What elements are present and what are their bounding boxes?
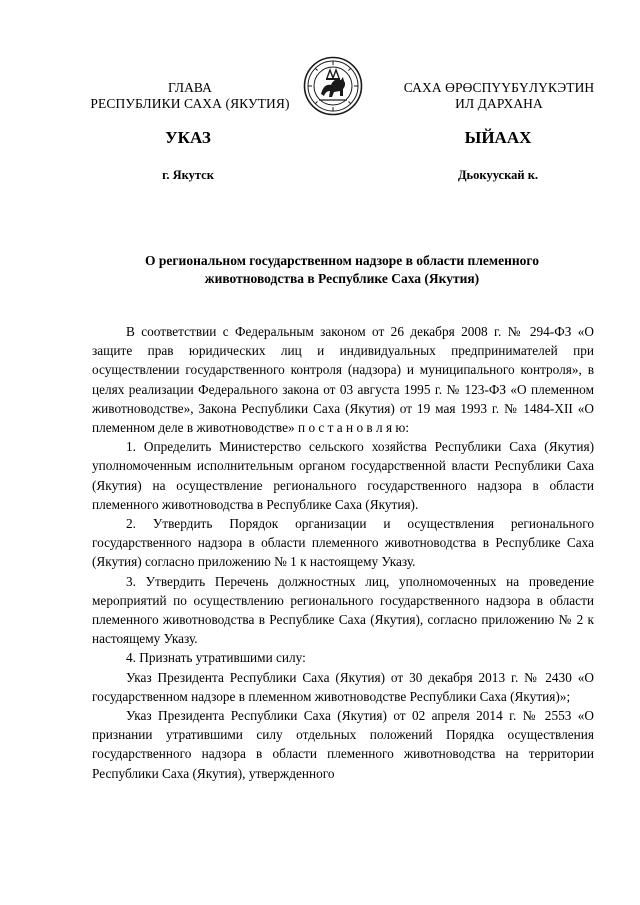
paragraph-repeal-1: Указ Президента Республики Саха (Якутия) от 30 декабря 2013 г. № 2430 «О государственном надзоре в племенном животноводстве Республики Саха (Якутия)»; xyxy=(92,669,594,704)
city-sakha: Дьокуускай к. xyxy=(457,168,539,182)
paragraph-item-1: 1. Определить Министерство сельского хозяйства Республики Саха (Якутия) уполномоченным исполнительным органом государственной власти Республики Саха (Якутия) на осуществление регионального государственного надзора в области племенного животноводства в Республике Саха (Якутия). xyxy=(92,439,594,512)
paragraph-repeal-2: Указ Президента Республики Саха (Якутия) от 02 апреля 2014 г. № 2553 «О признании утратившими силу отдельных положений Порядка осуществления государственного надзора в области племенного животноводства на территории Республики Саха (Якутия), утвержденного xyxy=(92,708,594,781)
header-right-line2: ИЛ ДАРХАНА xyxy=(455,96,543,111)
document-title-line2: животноводства в Республике Саха (Якутия) xyxy=(204,271,480,286)
paragraph-item-2: 2. Утвердить Порядок организации и осуществления регионального государственного надзора в области племенного животноводства в Республике Саха (Якутия) согласно приложению № 1 к настоящему Указу. xyxy=(92,516,594,570)
header-right xyxy=(385,80,613,112)
decree-title-sakha: ЫЙААХ xyxy=(464,128,532,147)
header-left xyxy=(80,80,300,112)
decree-title-ru: УКАЗ xyxy=(165,128,211,147)
header-right-line1: САХА ӨРӨСПҮҮБҮЛҮКЭТИН xyxy=(403,80,595,95)
document-title xyxy=(92,252,592,288)
paragraph-item-4: 4. Признать утратившими силу: xyxy=(126,650,306,666)
document-body xyxy=(92,322,594,783)
header-left-line1: ГЛАВА xyxy=(167,80,213,95)
city-ru: г. Якутск xyxy=(162,168,214,182)
paragraph-item-3: 3. Утвердить Перечень должностных лиц, уполномоченных на проведение мероприятий по осуществлению регионального государственного надзора в области племенного животноводства в Республике Саха (Якутия), согласно приложению № 2 к настоящему Указу. xyxy=(92,573,594,647)
coat-of-arms-emblem-icon xyxy=(303,56,363,116)
document-title-line1: О региональном государственном надзоре в области племенного xyxy=(145,253,539,268)
header-left-line2: РЕСПУБЛИКИ САХА (ЯКУТИЯ) xyxy=(90,96,290,111)
paragraph-preamble: В соответствии с Федеральным законом от 26 декабря 2008 г. № 294-ФЗ «О защите прав юридических лиц и индивидуальных предпринимателей при осуществлении государственного контроля (надзора) и муниципального контроля», в целях реализации Федерального закона от 03 августа 1995 г. № 123-ФЗ «О племенном животноводстве», Закона Республики Саха (Якутия) от 19 мая 1993 г. № 1484-XII «О племенном деле в животноводстве» п о с т а н о в л я ю: xyxy=(92,324,594,436)
